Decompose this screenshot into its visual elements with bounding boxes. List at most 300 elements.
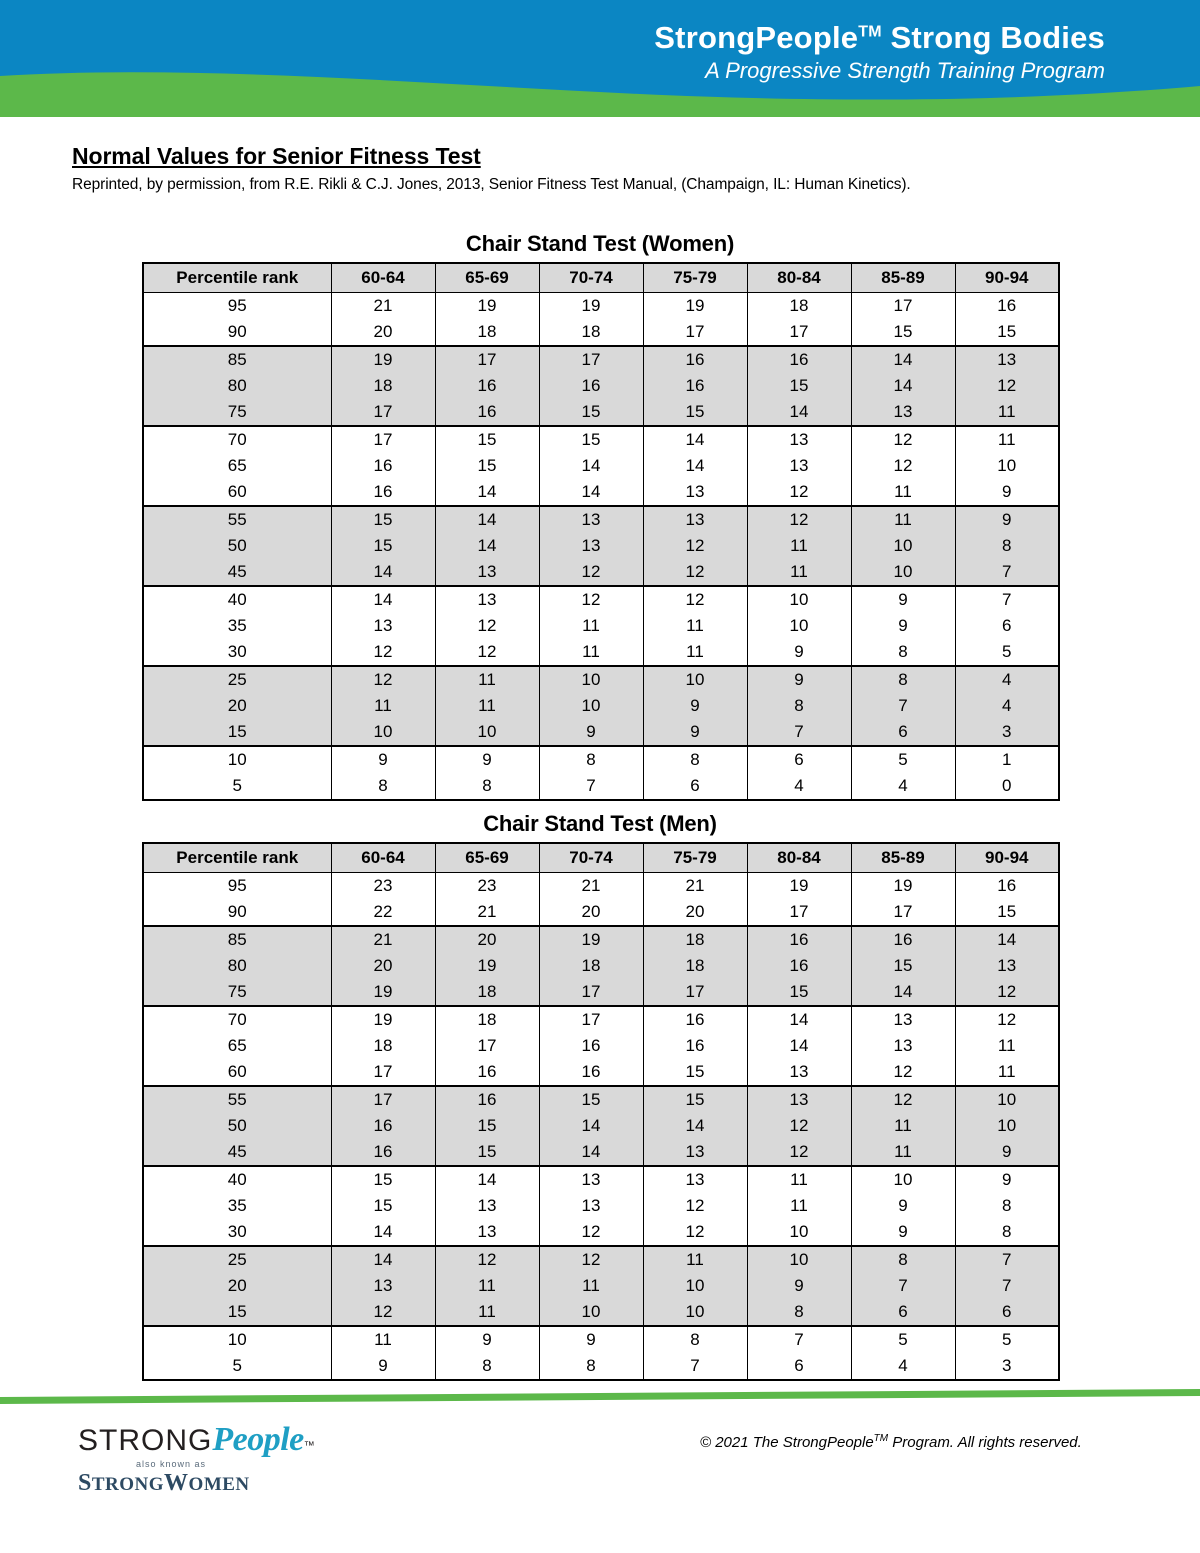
value-cell: 3: [955, 719, 1059, 746]
value-cell: 11: [747, 1193, 851, 1219]
value-cell: 13: [539, 1193, 643, 1219]
value-cell: 15: [955, 899, 1059, 926]
value-cell: 9: [435, 746, 539, 773]
value-cell: 12: [747, 1113, 851, 1139]
logo-women-w: W: [164, 1470, 189, 1496]
value-cell: 17: [331, 1059, 435, 1086]
value-cell: 13: [955, 346, 1059, 373]
value-cell: 12: [851, 1086, 955, 1113]
value-cell: 19: [435, 953, 539, 979]
column-header: 60-64: [331, 263, 435, 293]
value-cell: 15: [643, 1059, 747, 1086]
copyright-notice: [700, 1433, 1082, 1451]
value-cell: 8: [955, 533, 1059, 559]
chair-stand-men-block: [142, 811, 1058, 1381]
value-cell: 12: [643, 533, 747, 559]
chair-stand-men-table: [142, 842, 1060, 1381]
value-cell: 9: [331, 1353, 435, 1380]
value-cell: 9: [643, 693, 747, 719]
table-row: [143, 1006, 1059, 1033]
column-header: Percentile rank: [143, 263, 331, 293]
value-cell: 18: [435, 319, 539, 346]
table-row: [143, 1033, 1059, 1059]
value-cell: 14: [851, 979, 955, 1006]
value-cell: 8: [851, 639, 955, 666]
value-cell: 17: [643, 979, 747, 1006]
value-cell: 20: [331, 319, 435, 346]
value-cell: 13: [435, 559, 539, 586]
value-cell: 13: [747, 426, 851, 453]
value-cell: 12: [747, 1139, 851, 1166]
value-cell: 11: [643, 639, 747, 666]
value-cell: 11: [331, 693, 435, 719]
value-cell: 9: [331, 746, 435, 773]
value-cell: 10: [851, 1166, 955, 1193]
value-cell: 15: [435, 1113, 539, 1139]
value-cell: 8: [955, 1193, 1059, 1219]
value-cell: 15: [331, 1193, 435, 1219]
value-cell: 17: [435, 346, 539, 373]
footer-divider: [0, 1383, 1200, 1407]
value-cell: 9: [851, 586, 955, 613]
value-cell: 13: [331, 1273, 435, 1299]
value-cell: 11: [955, 1033, 1059, 1059]
column-header: 85-89: [851, 843, 955, 873]
table-row: [143, 1299, 1059, 1326]
value-cell: 5: [955, 1326, 1059, 1353]
value-cell: 17: [435, 1033, 539, 1059]
percentile-rank-cell: 95: [143, 873, 331, 900]
value-cell: 15: [435, 426, 539, 453]
value-cell: 11: [331, 1326, 435, 1353]
footer-green-rule-graphic: [0, 1383, 1200, 1407]
table-row: [143, 426, 1059, 453]
percentile-rank-cell: 60: [143, 1059, 331, 1086]
percentile-rank-cell: 75: [143, 399, 331, 426]
value-cell: 4: [851, 773, 955, 800]
value-cell: 8: [643, 746, 747, 773]
table-row: [143, 373, 1059, 399]
value-cell: 10: [955, 1086, 1059, 1113]
value-cell: 13: [747, 453, 851, 479]
value-cell: 11: [643, 613, 747, 639]
value-cell: 14: [643, 426, 747, 453]
percentile-rank-cell: 85: [143, 926, 331, 953]
value-cell: 4: [851, 1353, 955, 1380]
value-cell: 8: [955, 1219, 1059, 1246]
value-cell: 18: [539, 319, 643, 346]
value-cell: 12: [331, 666, 435, 693]
value-cell: 8: [643, 1326, 747, 1353]
table-row: [143, 453, 1059, 479]
value-cell: 11: [851, 1113, 955, 1139]
value-cell: 16: [747, 926, 851, 953]
value-cell: 12: [643, 1193, 747, 1219]
value-cell: 15: [955, 319, 1059, 346]
value-cell: 12: [747, 506, 851, 533]
value-cell: 12: [539, 1219, 643, 1246]
value-cell: 7: [747, 719, 851, 746]
value-cell: 16: [435, 373, 539, 399]
value-cell: 10: [643, 666, 747, 693]
value-cell: 16: [331, 479, 435, 506]
value-cell: 13: [747, 1059, 851, 1086]
value-cell: 12: [955, 373, 1059, 399]
value-cell: 19: [747, 873, 851, 900]
percentile-rank-cell: 25: [143, 1246, 331, 1273]
value-cell: 12: [331, 639, 435, 666]
percentile-rank-cell: 20: [143, 1273, 331, 1299]
value-cell: 10: [851, 533, 955, 559]
percentile-rank-cell: 50: [143, 533, 331, 559]
value-cell: 18: [435, 979, 539, 1006]
value-cell: 14: [331, 586, 435, 613]
value-cell: 17: [331, 426, 435, 453]
table-row: [143, 533, 1059, 559]
table-row: [143, 666, 1059, 693]
value-cell: 16: [331, 453, 435, 479]
value-cell: 5: [851, 1326, 955, 1353]
banner-title: [654, 22, 1105, 55]
table-row: [143, 1219, 1059, 1246]
copyright-text-pre: © 2021 The StrongPeople: [700, 1434, 874, 1451]
value-cell: 12: [643, 586, 747, 613]
value-cell: 6: [851, 1299, 955, 1326]
value-cell: 14: [331, 1246, 435, 1273]
value-cell: 16: [747, 346, 851, 373]
table-row: [143, 899, 1059, 926]
value-cell: 15: [331, 1166, 435, 1193]
percentile-rank-cell: 60: [143, 479, 331, 506]
value-cell: 6: [747, 1353, 851, 1380]
percentile-rank-cell: 10: [143, 746, 331, 773]
column-header: 85-89: [851, 263, 955, 293]
value-cell: 19: [331, 346, 435, 373]
value-cell: 6: [851, 719, 955, 746]
value-cell: 17: [851, 899, 955, 926]
value-cell: 14: [955, 926, 1059, 953]
value-cell: 19: [539, 293, 643, 320]
value-cell: 20: [539, 899, 643, 926]
percentile-rank-cell: 30: [143, 639, 331, 666]
value-cell: 9: [851, 1219, 955, 1246]
percentile-rank-cell: 90: [143, 319, 331, 346]
value-cell: 17: [643, 319, 747, 346]
value-cell: 13: [851, 1033, 955, 1059]
value-cell: 21: [435, 899, 539, 926]
table-row: [143, 1139, 1059, 1166]
table-row: [143, 506, 1059, 533]
value-cell: 14: [539, 453, 643, 479]
value-cell: 8: [435, 773, 539, 800]
value-cell: 9: [851, 1193, 955, 1219]
table-row: [143, 346, 1059, 373]
value-cell: 11: [539, 1273, 643, 1299]
value-cell: 18: [643, 926, 747, 953]
value-cell: 16: [643, 1033, 747, 1059]
column-header: 65-69: [435, 843, 539, 873]
value-cell: 15: [643, 1086, 747, 1113]
percentile-rank-cell: 40: [143, 1166, 331, 1193]
banner-subtitle: A Progressive Strength Training Program: [705, 57, 1105, 83]
reprint-credit-line: Reprinted, by permission, from R.E. Rikli & C.J. Jones, 2013, Senior Fitness Test Manual, (Champaign, IL: Human Kinetics).: [72, 176, 911, 193]
value-cell: 20: [643, 899, 747, 926]
table-row: [143, 926, 1059, 953]
value-cell: 13: [539, 506, 643, 533]
value-cell: 12: [851, 1059, 955, 1086]
value-cell: 12: [955, 1006, 1059, 1033]
value-cell: 21: [539, 873, 643, 900]
value-cell: 16: [539, 373, 643, 399]
value-cell: 11: [539, 613, 643, 639]
value-cell: 10: [643, 1299, 747, 1326]
percentile-rank-cell: 5: [143, 773, 331, 800]
value-cell: 11: [539, 639, 643, 666]
value-cell: 11: [955, 1059, 1059, 1086]
value-cell: 12: [747, 479, 851, 506]
value-cell: 14: [851, 346, 955, 373]
value-cell: 15: [539, 399, 643, 426]
value-cell: 19: [331, 979, 435, 1006]
value-cell: 16: [435, 1086, 539, 1113]
value-cell: 16: [435, 399, 539, 426]
value-cell: 5: [851, 746, 955, 773]
value-cell: 4: [955, 693, 1059, 719]
value-cell: 3: [955, 1353, 1059, 1380]
value-cell: 16: [955, 873, 1059, 900]
value-cell: 13: [435, 586, 539, 613]
value-cell: 1: [955, 746, 1059, 773]
value-cell: 20: [435, 926, 539, 953]
percentile-rank-cell: 80: [143, 373, 331, 399]
value-cell: 7: [955, 1273, 1059, 1299]
value-cell: 18: [331, 1033, 435, 1059]
table-row: [143, 479, 1059, 506]
banner-title-trademark: TM: [858, 23, 882, 41]
percentile-rank-cell: 45: [143, 559, 331, 586]
logo-women-s: S: [78, 1470, 92, 1496]
percentile-rank-cell: 80: [143, 953, 331, 979]
value-cell: 9: [643, 719, 747, 746]
column-header: 90-94: [955, 843, 1059, 873]
percentile-rank-cell: 10: [143, 1326, 331, 1353]
value-cell: 11: [747, 1166, 851, 1193]
value-cell: 17: [331, 399, 435, 426]
banner-title-brand: StrongPeople: [654, 20, 859, 55]
value-cell: 16: [643, 373, 747, 399]
logo-women-omen: OMEN: [188, 1474, 250, 1495]
value-cell: 14: [435, 1166, 539, 1193]
table-row: [143, 639, 1059, 666]
value-cell: 11: [435, 666, 539, 693]
value-cell: 11: [435, 1299, 539, 1326]
value-cell: 7: [851, 1273, 955, 1299]
value-cell: 17: [331, 1086, 435, 1113]
column-header: 80-84: [747, 263, 851, 293]
chair-stand-women-table: [142, 262, 1060, 801]
value-cell: 12: [643, 1219, 747, 1246]
value-cell: 18: [539, 953, 643, 979]
percentile-rank-cell: 30: [143, 1219, 331, 1246]
value-cell: 16: [643, 346, 747, 373]
logo-wordmark: [78, 1423, 378, 1457]
column-header: 60-64: [331, 843, 435, 873]
percentile-rank-cell: 55: [143, 1086, 331, 1113]
value-cell: 9: [747, 666, 851, 693]
table-row: [143, 399, 1059, 426]
value-cell: 9: [747, 1273, 851, 1299]
value-cell: 12: [539, 559, 643, 586]
value-cell: 7: [851, 693, 955, 719]
percentile-rank-cell: 65: [143, 453, 331, 479]
percentile-rank-cell: 20: [143, 693, 331, 719]
value-cell: 12: [435, 1246, 539, 1273]
value-cell: 6: [955, 1299, 1059, 1326]
value-cell: 10: [955, 453, 1059, 479]
value-cell: 23: [331, 873, 435, 900]
value-cell: 10: [747, 586, 851, 613]
table-row: [143, 693, 1059, 719]
percentile-rank-cell: 70: [143, 1006, 331, 1033]
logo-people-text: People: [212, 1421, 304, 1458]
value-cell: 15: [331, 506, 435, 533]
table-row: [143, 559, 1059, 586]
value-cell: 7: [747, 1326, 851, 1353]
table-row: [143, 1113, 1059, 1139]
value-cell: 15: [539, 1086, 643, 1113]
percentile-rank-cell: 40: [143, 586, 331, 613]
value-cell: 14: [747, 1006, 851, 1033]
value-cell: 11: [747, 559, 851, 586]
value-cell: 18: [331, 373, 435, 399]
column-header: 70-74: [539, 843, 643, 873]
value-cell: 17: [539, 979, 643, 1006]
value-cell: 9: [435, 1326, 539, 1353]
value-cell: 12: [435, 613, 539, 639]
value-cell: 11: [643, 1246, 747, 1273]
value-cell: 9: [851, 613, 955, 639]
value-cell: 17: [747, 899, 851, 926]
value-cell: 13: [435, 1193, 539, 1219]
value-cell: 11: [955, 426, 1059, 453]
value-cell: 17: [539, 346, 643, 373]
value-cell: 15: [539, 426, 643, 453]
value-cell: 16: [747, 953, 851, 979]
value-cell: 13: [643, 1166, 747, 1193]
value-cell: 13: [851, 399, 955, 426]
percentile-rank-cell: 85: [143, 346, 331, 373]
table-row: [143, 1273, 1059, 1299]
value-cell: 16: [331, 1113, 435, 1139]
copyright-trademark: TM: [873, 1433, 889, 1444]
value-cell: 12: [643, 559, 747, 586]
value-cell: 13: [643, 479, 747, 506]
chair-stand-women-block: [142, 231, 1058, 801]
percentile-rank-cell: 35: [143, 1193, 331, 1219]
value-cell: 4: [955, 666, 1059, 693]
value-cell: 12: [539, 1246, 643, 1273]
column-header: 80-84: [747, 843, 851, 873]
value-cell: 12: [851, 453, 955, 479]
percentile-rank-cell: 50: [143, 1113, 331, 1139]
value-cell: 14: [539, 479, 643, 506]
value-cell: 11: [851, 479, 955, 506]
value-cell: 13: [851, 1006, 955, 1033]
column-header: Percentile rank: [143, 843, 331, 873]
value-cell: 8: [747, 693, 851, 719]
value-cell: 5: [955, 639, 1059, 666]
value-cell: 7: [955, 559, 1059, 586]
value-cell: 8: [747, 1299, 851, 1326]
value-cell: 17: [747, 319, 851, 346]
value-cell: 10: [643, 1273, 747, 1299]
value-cell: 12: [851, 426, 955, 453]
table-row: [143, 953, 1059, 979]
percentile-rank-cell: 15: [143, 719, 331, 746]
table-caption-men: Chair Stand Test (Men): [483, 811, 717, 836]
value-cell: 7: [539, 773, 643, 800]
value-cell: 18: [747, 293, 851, 320]
value-cell: 13: [643, 1139, 747, 1166]
value-cell: 8: [851, 666, 955, 693]
page-header-banner: [0, 0, 1200, 120]
value-cell: 8: [539, 746, 643, 773]
column-header: 65-69: [435, 263, 539, 293]
value-cell: 19: [539, 926, 643, 953]
value-cell: 14: [539, 1139, 643, 1166]
value-cell: 14: [539, 1113, 643, 1139]
percentile-rank-cell: 65: [143, 1033, 331, 1059]
value-cell: 10: [435, 719, 539, 746]
value-cell: 18: [435, 1006, 539, 1033]
table-row: [143, 1086, 1059, 1113]
value-cell: 22: [331, 899, 435, 926]
table-row: [143, 873, 1059, 900]
value-cell: 17: [539, 1006, 643, 1033]
value-cell: 8: [539, 1353, 643, 1380]
value-cell: 0: [955, 773, 1059, 800]
table-row: [143, 773, 1059, 800]
logo-trademark-icon: ™: [303, 1440, 315, 1452]
value-cell: 12: [435, 639, 539, 666]
value-cell: 19: [643, 293, 747, 320]
percentile-rank-cell: 70: [143, 426, 331, 453]
value-cell: 6: [955, 613, 1059, 639]
value-cell: 11: [435, 693, 539, 719]
table-header-men: [143, 843, 1059, 873]
value-cell: 15: [435, 453, 539, 479]
value-cell: 16: [331, 1139, 435, 1166]
percentile-rank-cell: 15: [143, 1299, 331, 1326]
value-cell: 9: [747, 639, 851, 666]
value-cell: 14: [643, 453, 747, 479]
value-cell: 10: [955, 1113, 1059, 1139]
value-cell: 7: [955, 586, 1059, 613]
value-cell: 16: [851, 926, 955, 953]
value-cell: 7: [955, 1246, 1059, 1273]
percentile-rank-cell: 55: [143, 506, 331, 533]
value-cell: 14: [435, 506, 539, 533]
value-cell: 19: [331, 1006, 435, 1033]
value-cell: 21: [331, 926, 435, 953]
value-cell: 12: [955, 979, 1059, 1006]
value-cell: 17: [851, 293, 955, 320]
value-cell: 15: [331, 533, 435, 559]
value-cell: 15: [851, 953, 955, 979]
strongpeople-logo: [78, 1423, 378, 1497]
value-cell: 14: [435, 533, 539, 559]
value-cell: 13: [747, 1086, 851, 1113]
